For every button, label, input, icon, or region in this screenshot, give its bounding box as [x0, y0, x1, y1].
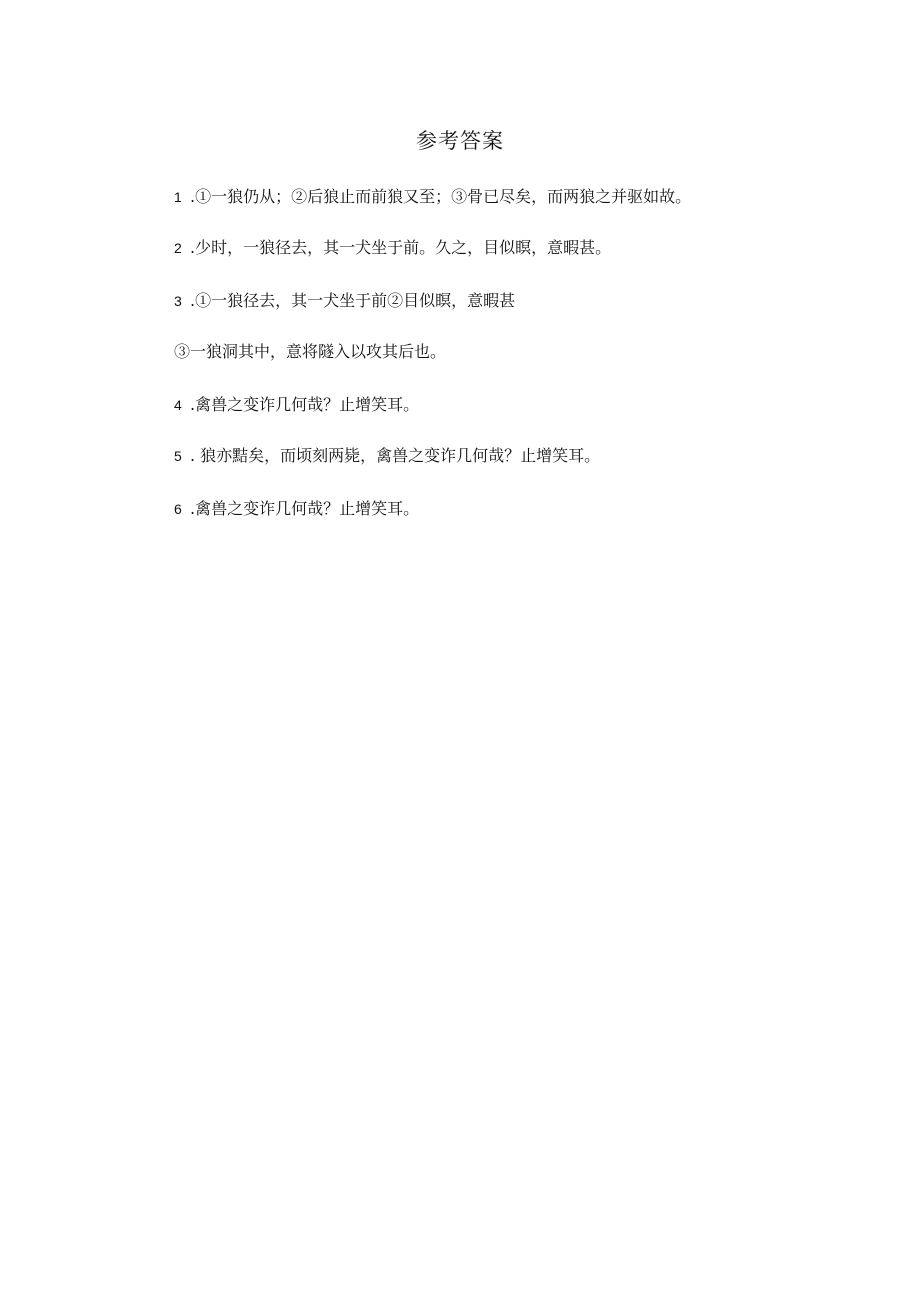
- answer-text: .①一狼仍从；②后狼止而前狼又至；③骨已尽矣，而两狼之并驱如故。: [190, 187, 692, 206]
- answer-number: 5: [174, 448, 182, 464]
- answer-item-5: [174, 444, 600, 468]
- answer-item-3-continuation: [174, 340, 446, 364]
- answer-item-3: [174, 289, 515, 313]
- answer-number: 2: [174, 240, 182, 256]
- answer-text: .禽兽之变诈几何哉？止增笑耳。: [190, 499, 420, 518]
- page-title: 参考答案: [416, 129, 504, 153]
- answer-text: .少时，一狼径去，其一犬坐于前。久之，目似瞑，意暇甚。: [190, 238, 612, 257]
- answer-number: 1: [174, 189, 182, 205]
- answer-number: 4: [174, 397, 182, 413]
- answer-text: .禽兽之变诈几何哉？止增笑耳。: [190, 395, 420, 414]
- answer-number: 3: [174, 293, 182, 309]
- answer-item-4: [174, 393, 419, 417]
- answer-item-6: [174, 497, 419, 521]
- answer-text: ③一狼洞其中，意将隧入以攻其后也。: [174, 342, 447, 361]
- answer-text: .①一狼径去，其一犬坐于前②目似瞑，意暇甚: [190, 291, 516, 310]
- answer-item-2: [174, 236, 611, 260]
- answer-number: 6: [174, 501, 182, 517]
- answer-item-1: [174, 185, 691, 209]
- answer-text: . 狼亦黠矣，而顷刻两毙，禽兽之变诈几何哉？止增笑耳。: [190, 446, 601, 465]
